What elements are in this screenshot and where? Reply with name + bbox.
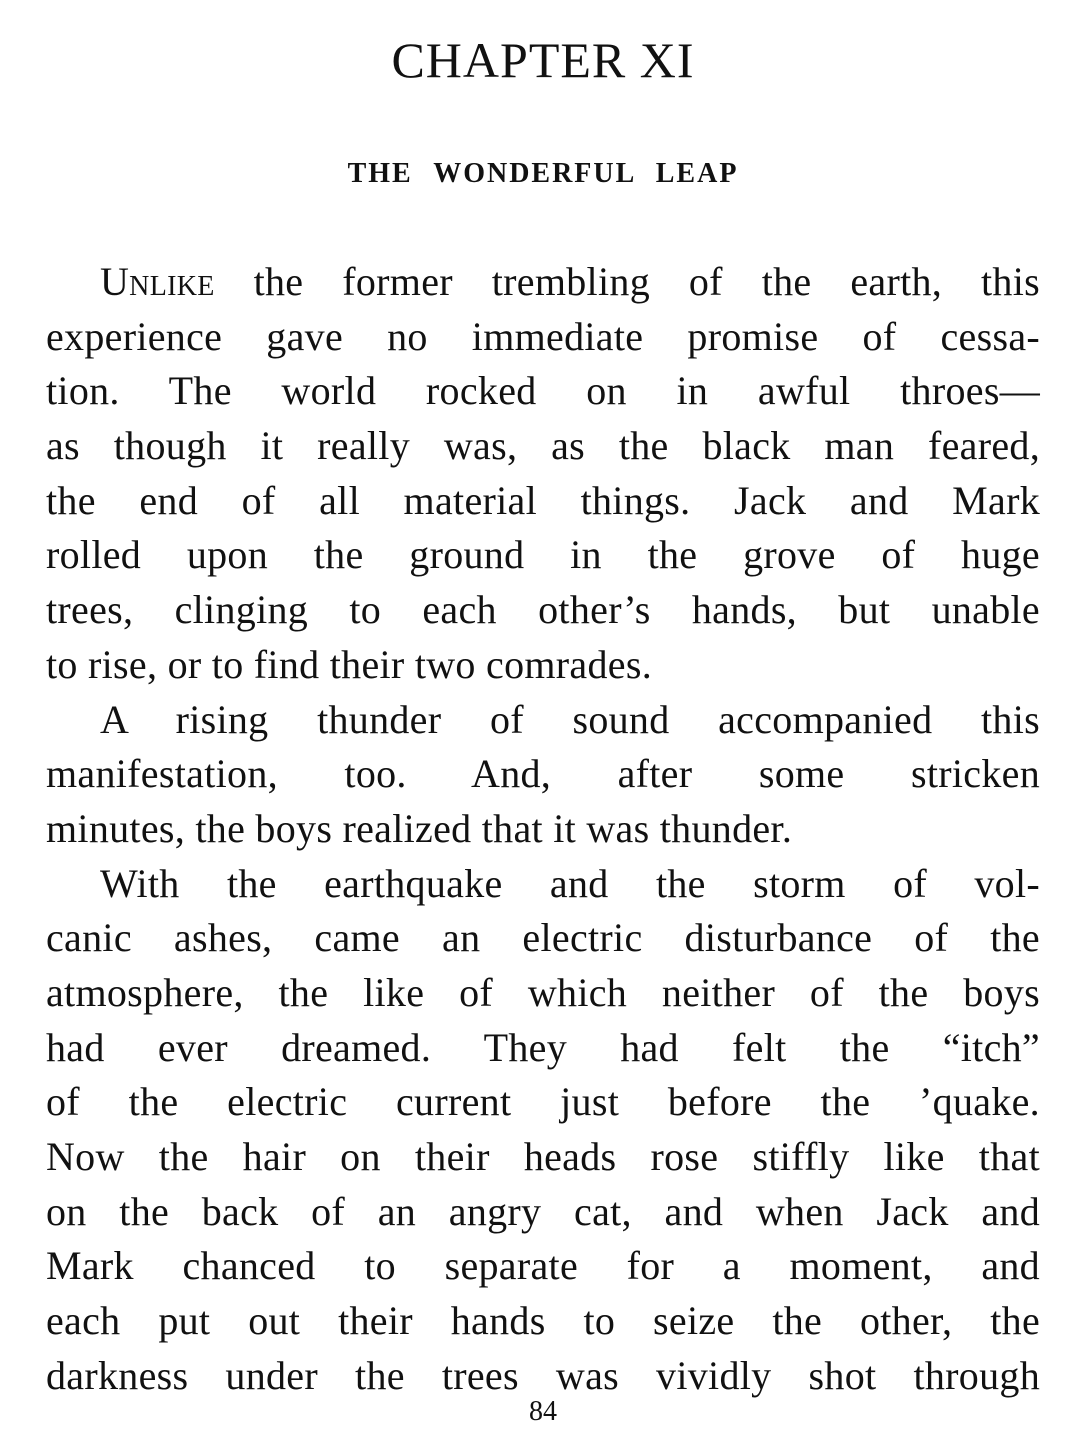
- text-line: experience gave no immediate promise of cessa-: [46, 313, 1040, 359]
- text-line: to rise, or to find their two comrades.: [46, 641, 652, 687]
- text-line: [46, 255, 1040, 310]
- text-line-content: the former trembling of the earth, this: [253, 259, 1040, 304]
- text-line: manifestation, too. And, after some stricken: [46, 751, 1040, 797]
- chapter-title: THE WONDERFUL LEAP: [347, 158, 739, 189]
- text-line: With the earthquake and the storm of vol-: [100, 860, 1040, 906]
- text-line: Now the hair on their heads rose stiffly like that: [46, 1134, 1040, 1179]
- text-line: darkness under the trees was vividly shot through: [46, 1352, 1040, 1398]
- text-line: atmosphere, the like of which neither of the boys: [46, 969, 1040, 1015]
- chapter-number: CHAPTER XI: [391, 32, 695, 88]
- text-line: A rising thunder of sound accompanied this: [100, 696, 1040, 742]
- text-line: tion. The world rocked on in awful throes—: [46, 368, 1040, 414]
- text-line: each put out their hands to seize the other, the: [46, 1298, 1040, 1344]
- page-number: 84: [529, 1396, 557, 1427]
- text-line: trees, clinging to each other’s hands, but unable: [46, 587, 1040, 633]
- text-line: as though it really was, as the black man feared,: [46, 423, 1040, 469]
- text-line: Mark chanced to separate for a moment, and: [46, 1243, 1040, 1289]
- opening-word: Unlike: [100, 259, 215, 304]
- text-line: rolled upon the ground in the grove of huge: [46, 532, 1040, 578]
- text-line: minutes, the boys realized that it was thunder.: [46, 805, 793, 851]
- text-line: on the back of an angry cat, and when Jack and: [46, 1188, 1040, 1234]
- text-line: canic ashes, came an electric disturbance of the: [46, 915, 1040, 961]
- body-text: [46, 255, 1040, 1403]
- text-line: had ever dreamed. They had felt the “itch”: [46, 1024, 1040, 1070]
- text-line: the end of all material things. Jack and Mark: [46, 477, 1040, 523]
- text-line: of the electric current just before the ’quake.: [46, 1079, 1040, 1125]
